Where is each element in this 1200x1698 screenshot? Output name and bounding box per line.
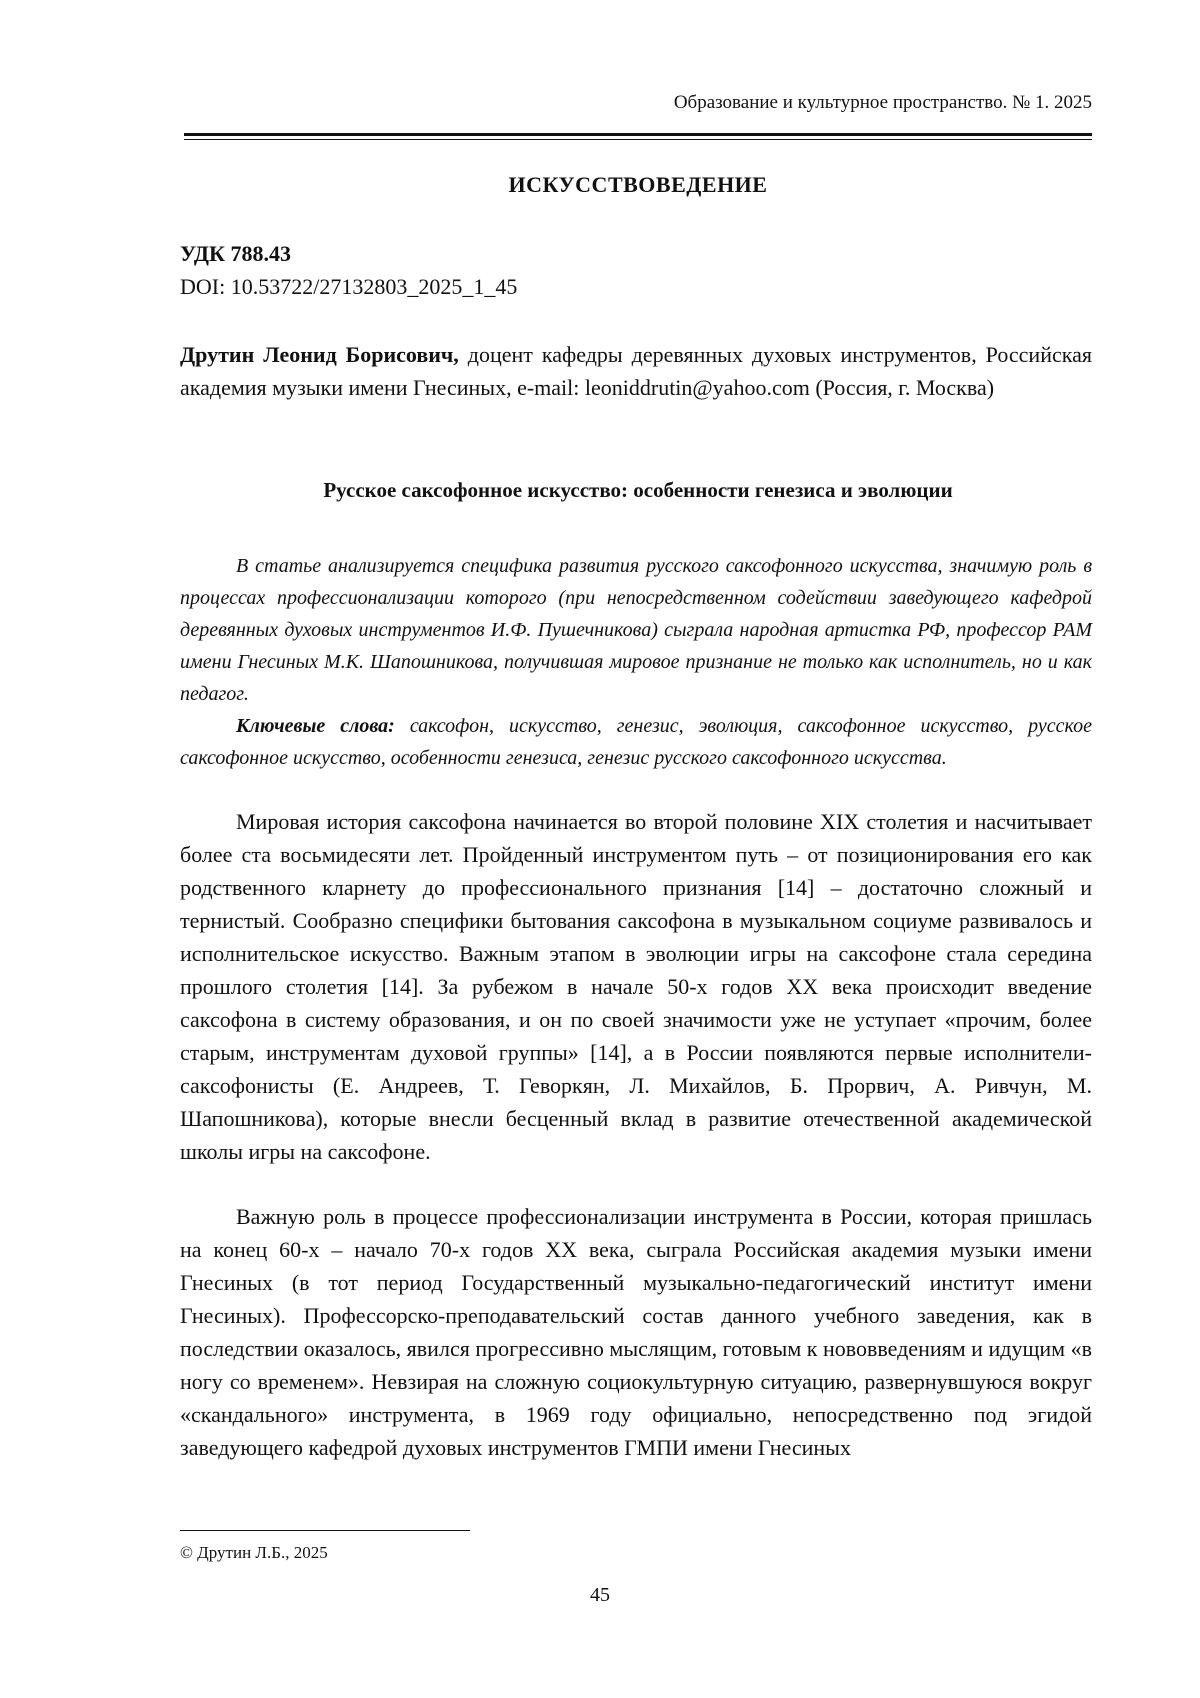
keywords-label: Ключевые слова: — [236, 715, 395, 737]
keywords-list: саксофон, искусство, генезис, эволюция, саксофонное искусство, русское саксофонное искусство, особенности генезиса, генезис русского саксофонного искусства. — [180, 715, 1093, 769]
author-block — [180, 338, 1092, 404]
abstract: В статье анализируется специфика развития русского саксофонного искусства, значимую роль в процессах профессионализации которого (при непосредственном содействии заведующего кафедрой деревянных духовых инструментов И.Ф. Пушечникова) сыграла народная артистка РФ, профессор РАМ имени Гнесиных М.К. Шапошникова, получившая мировое признание не только как исполнитель, но и как педагог. — [180, 555, 1092, 705]
keywords — [180, 710, 1092, 774]
page-number: 45 — [590, 1584, 610, 1606]
doi: DOI: 10.53722/27132803_2025_1_45 — [180, 274, 518, 299]
footnote-rule — [180, 1530, 470, 1531]
body-paragraph: Мировая история саксофона начинается во второй половине XIX столетия и насчитывает более ста восьмидесяти лет. Пройденный инструментом путь – от позиционирования его как родственного кларнету до профессионального признания [14] – достаточно сложный и тернистый. Сообразно специфики бытования саксофона в музыкальном социуме развивалось и исполнительское искусство. Важным этапом в эволюции игры на саксофоне стала середина прошлого столетия [14]. За рубежом в начале 50-х годов XX века происходит введение саксофона в систему образования, и он по своей значимости уже не уступает «прочим, более старым, инструментам духовой группы» [14], а в России появляются первые исполнители-саксофонисты (Е. Андреев, Т. Геворкян, Л. Михайлов, Б. Прорвич, А. Ривчун, М. Шапошникова), которые внесли бесценный вклад в развитие отечественной академической школы игры на саксофоне. — [180, 809, 1092, 1164]
article-title: Русское саксофонное искусство: особенности генезиса и эволюции — [323, 478, 953, 502]
author-affiliation: доцент кафедры деревянных духовых инструментов, Российская академия музыки имени Гнесиных, e-mail: leoniddrutin@yahoo.com (Россия, г. Москва) — [180, 342, 1092, 400]
udc-code: УДК 788.43 — [180, 241, 292, 266]
body-paragraph: Важную роль в процессе профессионализации инструмента в России, которая пришлась на конец 60-х – начало 70-х годов XX века, сыграла Российская академия музыки имени Гнесиных (в тот период Государственный музыкально-педагогический институт имени Гнесиных). Профессорско-преподавательский состав данного учебного заведения, как в последствии оказалось, явился прогрессивно мыслящим, готовым к нововведениям и идущим «в ногу со временем». Невзирая на сложную социокультурную ситуацию, развернувшуюся вокруг «скандального» инструмента, в 1969 году официально, непосредственно под эгидой заведующего кафедрой духовых инструментов ГМПИ имени Гнесиных — [180, 1204, 1092, 1460]
running-header: Образование и культурное пространство. № 1. 2025 — [673, 92, 1092, 113]
copyright: © Друтин Л.Б., 2025 — [180, 1543, 328, 1562]
header-double-rule — [184, 133, 1092, 140]
author-name: Друтин Леонид Борисович, — [180, 342, 459, 367]
section-title: ИСКУССТВОВЕДЕНИЕ — [508, 172, 768, 197]
